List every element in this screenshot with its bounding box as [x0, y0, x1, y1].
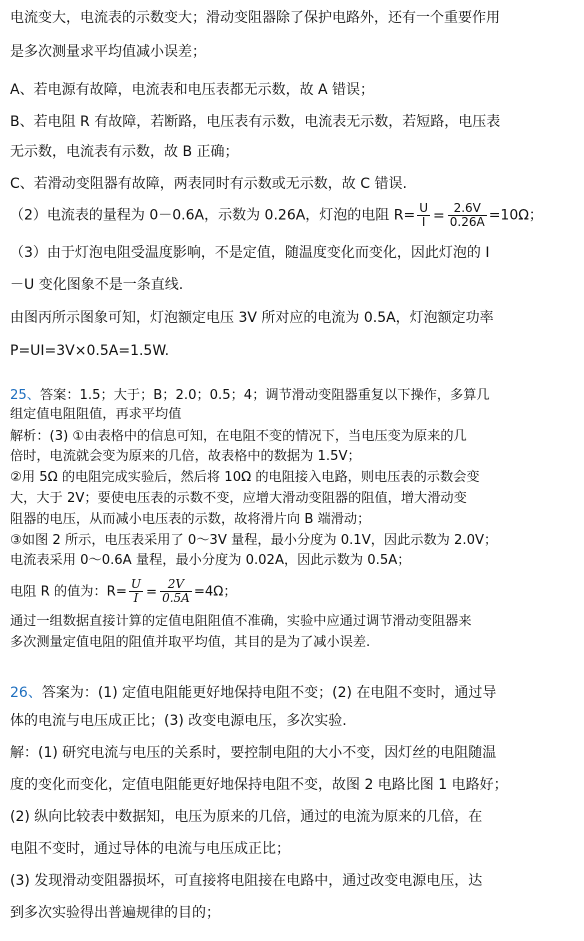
text-line: (2) 纵向比较表中数据知，电压为原来的几倍，通过的电流为原来的几倍，在: [10, 809, 483, 825]
text-line: 无示数，电流表有示数，故 B 正确；: [10, 144, 239, 160]
fraction-u-over-i: $\frac{U}{I}$: [419, 201, 429, 229]
question-number: 26、: [10, 685, 42, 701]
text-line: 大，大于 2V；要使电压表的示数不变，应增大滑动变阻器的阻值，增大滑动变: [10, 491, 467, 506]
text-line: C、若滑动变阻器有故障，两表同时有示数或无示数，故 C 错误.: [10, 176, 407, 192]
text-line: 解：(1) 研究电流与电压的关系时，要控制电阻的大小不变，因灯丝的电阻随温: [10, 745, 497, 761]
text-line: （3）由于灯泡电阻受温度影响，不是定值，随温度变化而变化，因此灯泡的 I: [10, 245, 490, 261]
text-line: 通过一组数据直接计算的定值电阻阻值不准确，实验中应通过调节滑动变阻器来: [10, 614, 472, 629]
text-line: ③如图 2 所示，电压表采用了 0～3V 量程，最小分度为 0.1V，因此示数为 2.0V；: [10, 533, 498, 548]
text-line: 电流表采用 0～0.6A 量程，最小分度为 0.02A，因此示数为 0.5A；: [10, 553, 411, 568]
text-line-formula: 电阻 R 的值为：R= $\frac{U}{I}$ = $\frac{2V}{0.5A}$ =4Ω；: [10, 577, 237, 605]
text-line: ②用 5Ω 的电阻完成实验后，然后将 10Ω 的电阻接入电路，则电压表的示数会变: [10, 470, 480, 485]
text-line: 解析：(3) ①由表格中的信息可知，在电阻不变的情况下，当电压变为原来的几: [10, 429, 467, 444]
text-line: 电流变大，电流表的示数变大；滑动变阻器除了保护电路外，还有一个重要作用: [10, 10, 500, 26]
text-line: (3) 发现滑动变阻器损坏，可直接将电阻接在电路中，通过改变电源电压，达: [10, 873, 483, 889]
text-line: A、若电源有故障，电流表和电压表都无示数，故 A 错误；: [10, 82, 375, 98]
text-line: －U 变化图象不是一条直线.: [10, 277, 184, 293]
formula-prefix: （2）电流表的量程为 0－0.6A，示数为 0.26A，灯泡的电阻 R=: [10, 207, 416, 224]
text-line: 由图丙所示图象可知，灯泡额定电压 3V 所对应的电流为 0.5A，灯泡额定功率: [10, 310, 494, 326]
text-line: 倍时，电流就会变为原来的几倍，故表格中的数据为 1.5V；: [10, 449, 361, 464]
text-line: 体的电流与电压成正比；(3) 改变电源电压，多次实验.: [10, 713, 347, 729]
fraction-values: $\frac{2V}{0.5A}$: [162, 577, 190, 605]
text-line: 到多次实验得出普遍规律的目的；: [10, 905, 220, 921]
answer-26-header: 26、答案为：(1) 定值电阻能更好地保持电阻不变；(2) 在电阻不变时，通过导: [10, 685, 497, 701]
formula-prefix: 电阻 R 的值为：R=: [10, 584, 127, 600]
question-number: 25、: [10, 388, 40, 403]
fraction-u-over-i: $\frac{U}{I}$: [130, 577, 142, 605]
fraction-values: $\frac{2.6V}{0.26A}$: [449, 201, 485, 229]
text-line: 是多次测量求平均值减小误差；: [10, 44, 206, 60]
answer-25-header: 25、答案：1.5；大于；B；2.0；0.5；4；调节滑动变阻器重复以下操作，多算几: [10, 388, 490, 403]
formula-suffix: =10Ω；: [488, 207, 543, 224]
text-line: 多次测量定值电阻的阻值并取平均值，其目的是为了减小误差.: [10, 635, 371, 650]
text-line: 阻器的电压，从而减小电压表的示数，故将滑片向 B 端滑动；: [10, 512, 371, 527]
text-line: 度的变化而变化，定值电阻能更好地保持电阻不变，故图 2 电路比图 1 电路好；: [10, 777, 508, 793]
text-line: P=UI=3V×0.5A=1.5W.: [10, 343, 170, 359]
text-line: B、若电阻 R 有故障，若断路，电压表有示数，电流表无示数，若短路，电压表: [10, 114, 501, 130]
text-line: 组定值电阻阻值，再求平均值: [10, 407, 182, 422]
text-line: 电阻不变时，通过导体的电流与电压成正比；: [10, 841, 290, 857]
text-line-formula: （2）电流表的量程为 0－0.6A，示数为 0.26A，灯泡的电阻 R= $\frac{U}{I}$ = $\frac{2.6V}{0.26A}$ =10Ω；: [10, 201, 543, 229]
formula-suffix: =4Ω；: [193, 584, 237, 600]
